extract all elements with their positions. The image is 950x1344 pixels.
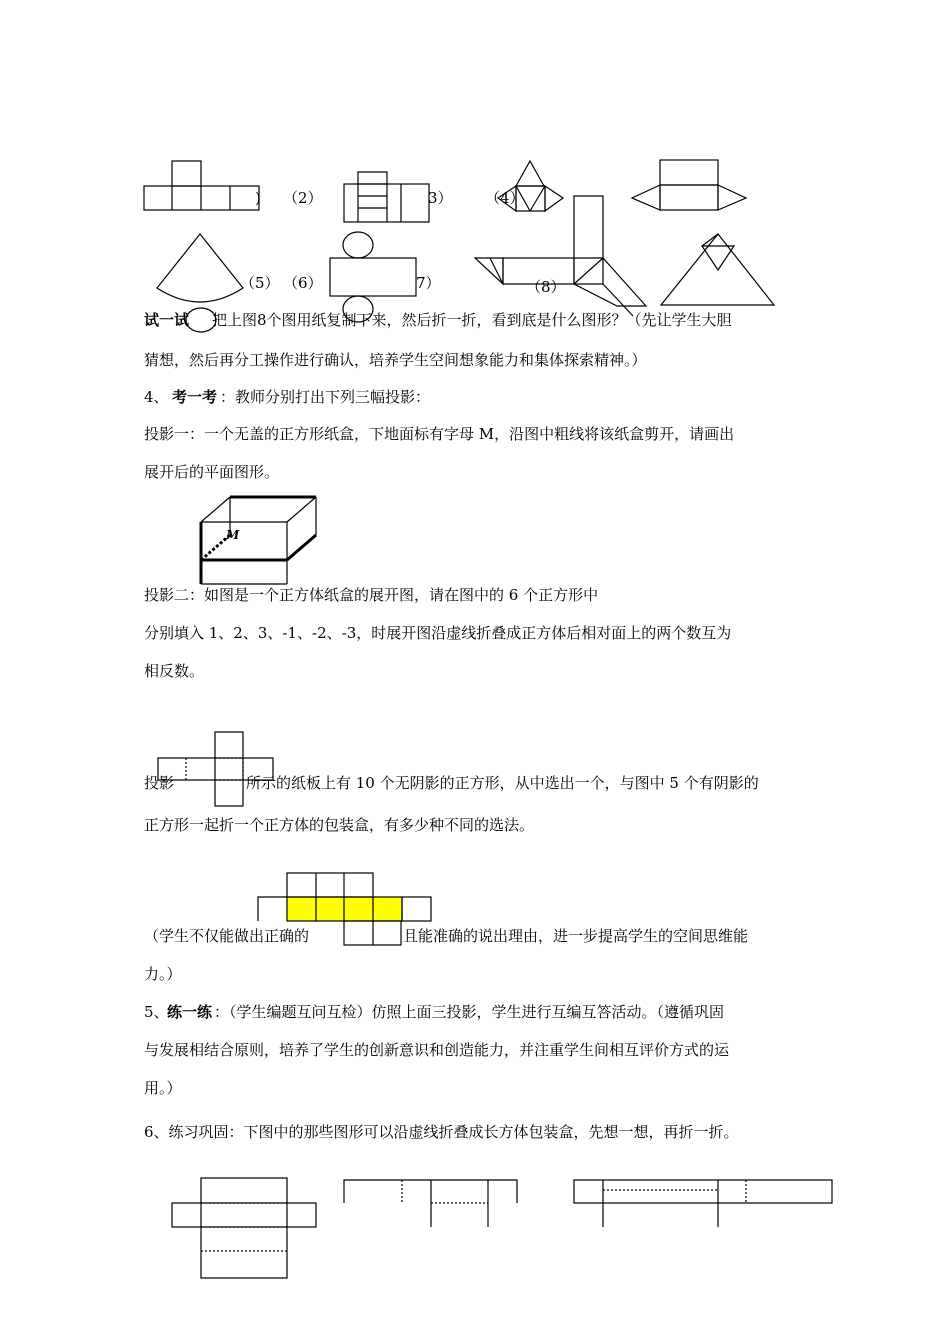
net-figure-triangle [661, 234, 774, 305]
section4-text: ：教师分别打出下列三幅投影： [220, 388, 431, 406]
proj2-line-2: 分别填入 1、2、3、-1、-2、-3，时展开图沿虚线折叠成正方体后相对面上的两个数互为 [144, 624, 732, 642]
net-figure-2 [344, 172, 429, 222]
section5-line-1: ：（学生编题互问互检）仿照上面三投影，学生进行互编互答活动。（遵循巩固 [214, 1003, 725, 1021]
figure-label-8: （8） [526, 278, 566, 296]
proj2-line-1: 投影二：如图是一个正方体纸盒的展开图，请在图中的 6 个正方形中 [144, 586, 599, 604]
section5-line-3: 用。） [144, 1079, 182, 1097]
section4-number: 4、 [144, 388, 169, 406]
section5-line-2: 与发展相结合原则，培养了学生的创新意识和创造能力，并注重学生间相互评价方式的运 [144, 1041, 730, 1059]
section5-number: 5、 [144, 1003, 169, 1021]
note-line-1b: 且能准确的说出理由，进一步提高学生的空间思维能 [403, 927, 749, 945]
figure-label-7: 7） [416, 274, 441, 292]
open-box-figure [201, 497, 316, 584]
try-line-2: 猜想，然后再分工操作进行确认，培养学生空间想象能力和集体探索精神。） [144, 351, 647, 369]
figure-label-6: （6） [283, 274, 323, 292]
cube-net-figure [158, 732, 273, 806]
box-net-figure-a [172, 1178, 316, 1278]
figure-label-3: 3） [428, 189, 453, 207]
section5-heading: 练一练 [167, 1003, 213, 1021]
proj2-line-3: 相反数。 [144, 662, 205, 680]
box-net-figure-b [344, 1180, 517, 1227]
proj3-line-1a: 投影 [144, 774, 175, 792]
try-line-1: 把上图8个图用纸复制下来，然后折一折，看到底是什么图形？（先让学生大胆 [212, 311, 732, 329]
proj3-line-1b: 所示的纸板上有 10 个无阴影的正方形，从中选出一个，与图中 5 个有阴影的 [246, 774, 759, 792]
figure-label-4: （4） [485, 189, 525, 207]
figure-label-5: （5） [240, 274, 280, 292]
figure-label-2: （2） [283, 189, 323, 207]
section6-line-1: 6、练习巩固：下图中的那些图形可以沿虚线折叠成长方体包装盒，先想一想，再折一折。 [144, 1123, 739, 1141]
net-figure-8 [475, 196, 646, 316]
net-figure-1 [144, 161, 259, 210]
try-heading: 试一试 [144, 311, 190, 329]
figure-label-1: ) [255, 189, 261, 207]
box-letter-m: M [226, 528, 240, 542]
section4-heading: 考一考 [172, 388, 218, 406]
box-net-figure-c [574, 1180, 832, 1227]
net-figure-prism [632, 160, 746, 210]
note-line-2: 力。） [144, 965, 182, 983]
proj1-line-1: 投影一：一个无盖的正方形纸盒，下地面标有字母 M，沿图中粗线将该纸盒剪开，请画出 [144, 425, 735, 443]
net-figure-7 [330, 232, 416, 322]
note-line-1a: （学生不仅能做出正确的 [144, 927, 310, 945]
proj1-line-2: 展开后的平面图形。 [144, 463, 280, 481]
proj3-line-2: 正方形一起折一个正方体的包装盒，有多少种不同的选法。 [144, 816, 535, 834]
